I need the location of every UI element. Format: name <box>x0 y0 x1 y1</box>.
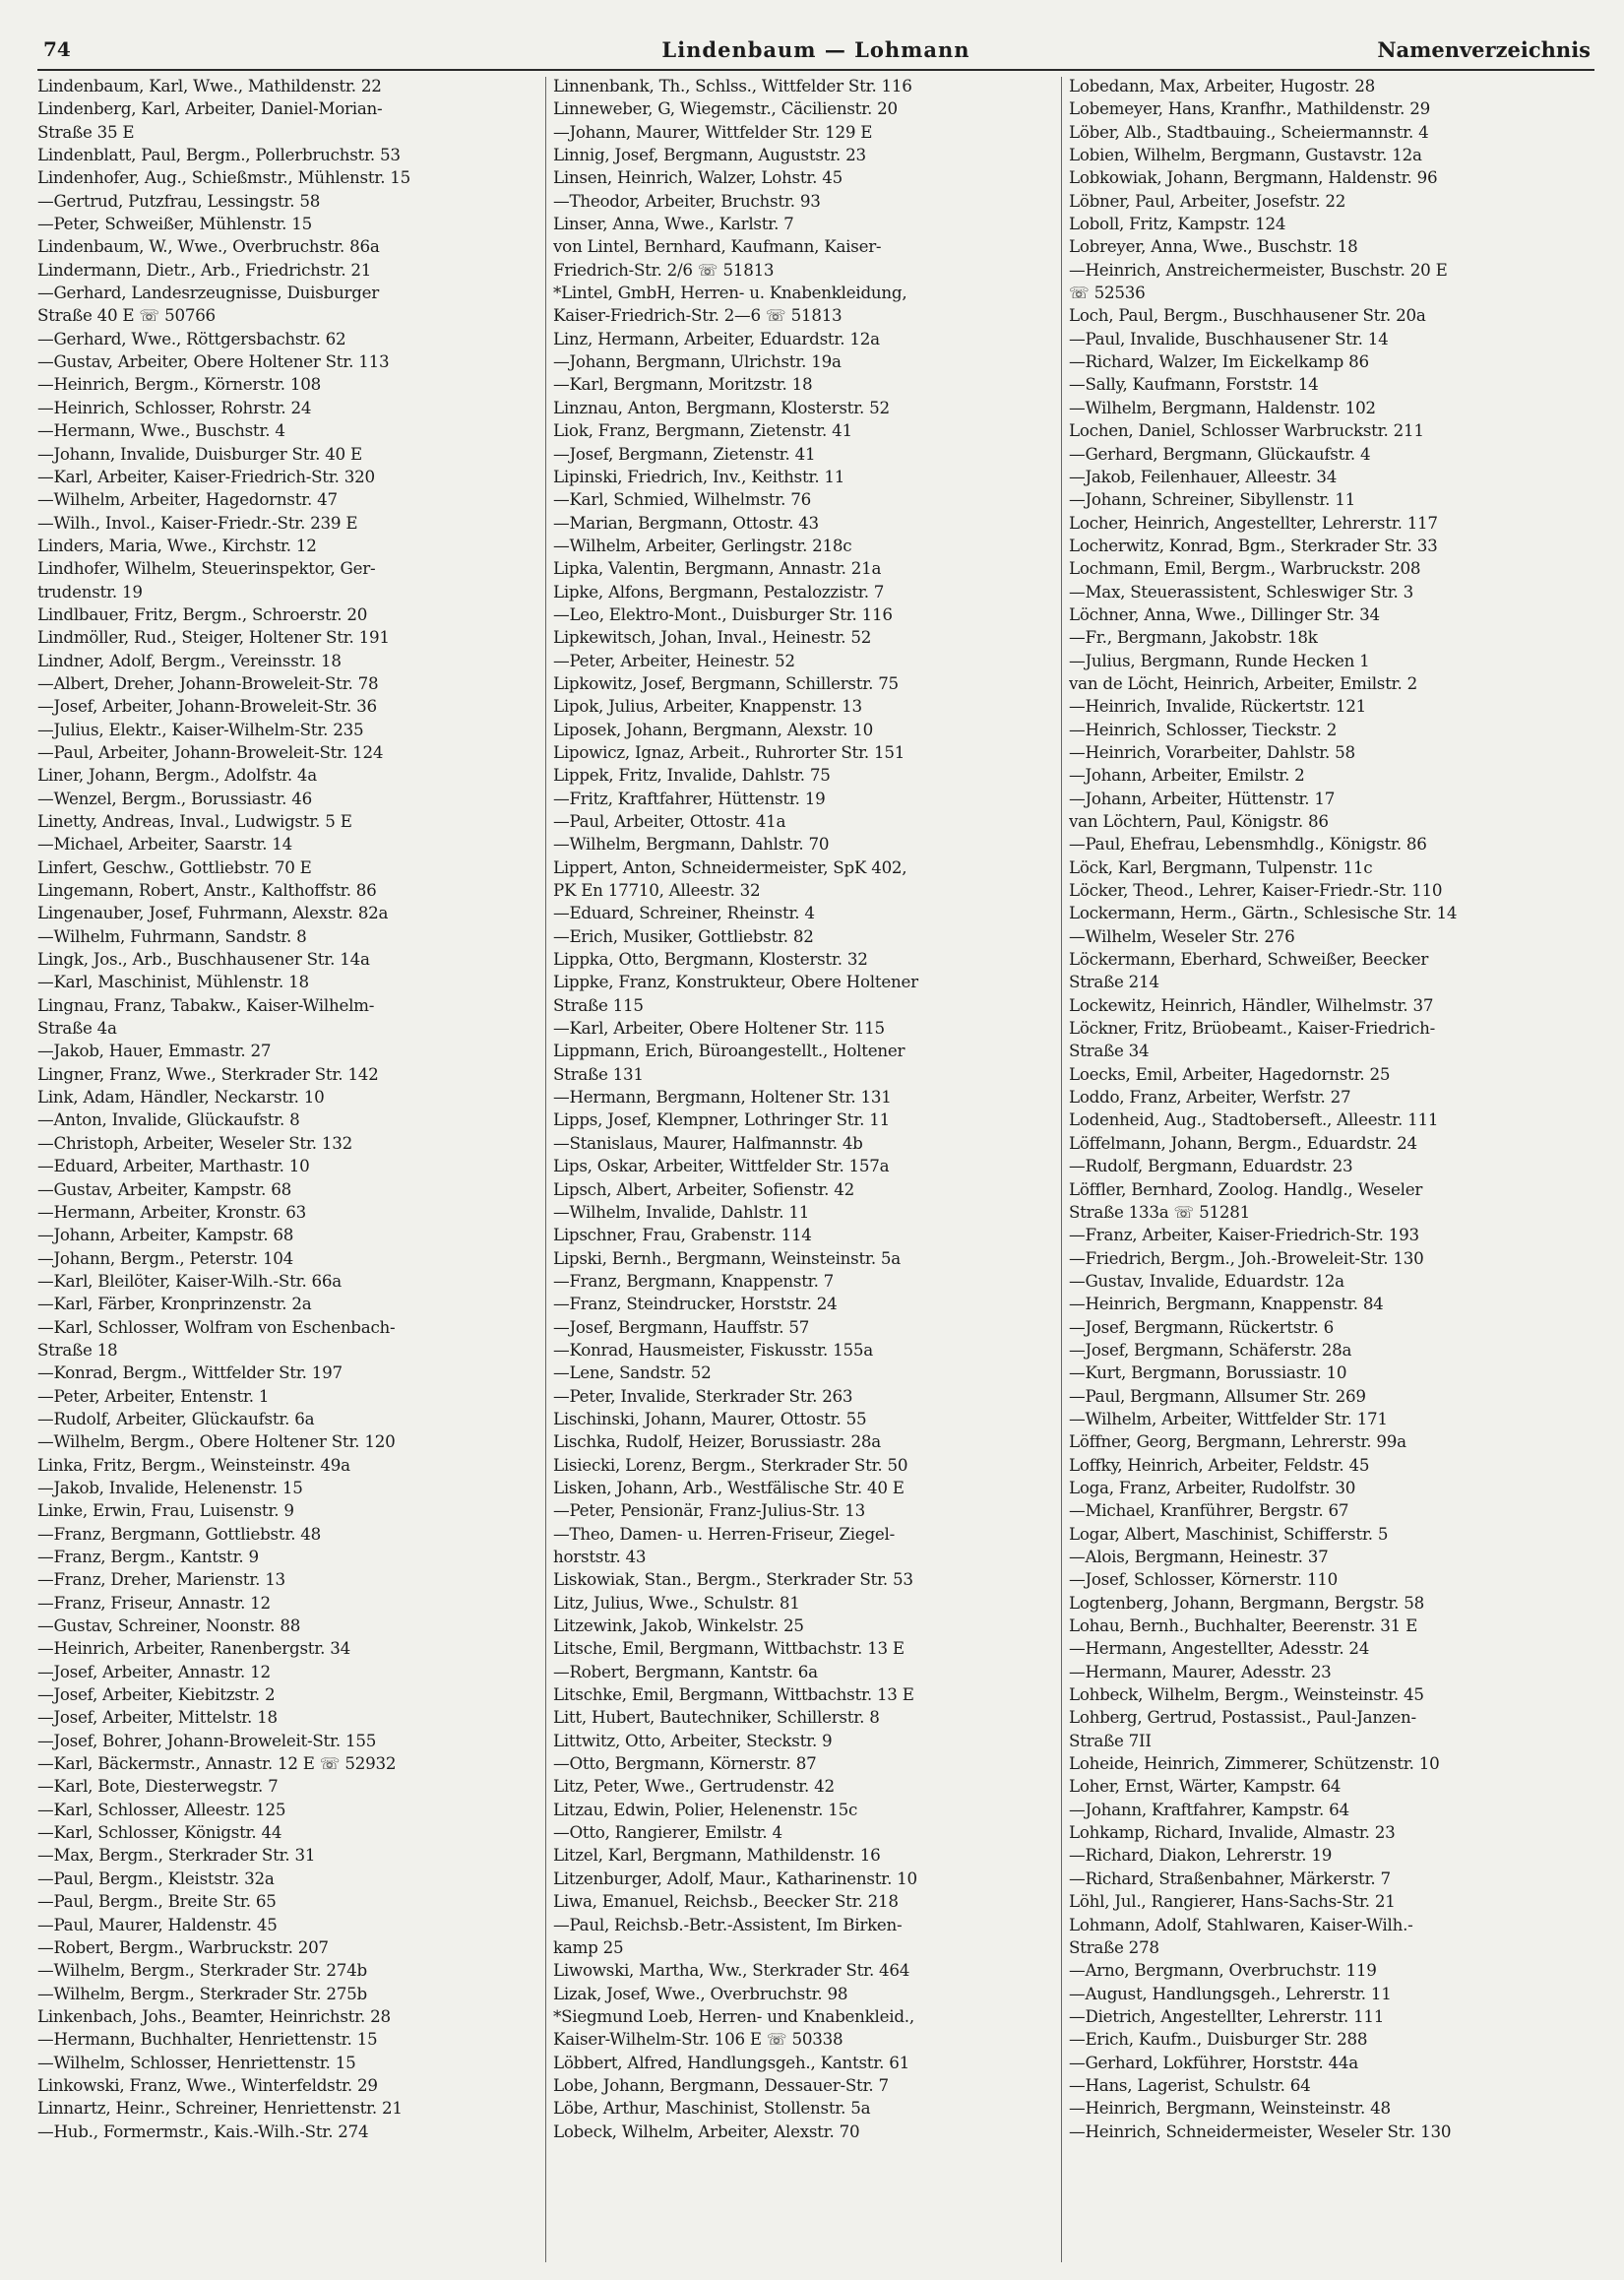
directory-entry-line: —Lene, Sandstr. 52 <box>553 1362 712 1383</box>
directory-entry-line: —Karl, Färber, Kronprinzenstr. 2a <box>37 1294 312 1314</box>
directory-entry-line: Löckermann, Eberhard, Schweißer, Beecker <box>1069 949 1429 970</box>
directory-entry-line: —Christoph, Arbeiter, Weseler Str. 132 <box>37 1132 352 1153</box>
directory-entry-line: —Johann, Kraftfahrer, Kampstr. 64 <box>1069 1799 1349 1819</box>
directory-entry-line: Loddo, Franz, Arbeiter, Werfstr. 27 <box>1069 1087 1351 1108</box>
directory-entry-line: Lodenheid, Aug., Stadtoberseft., Alleestr. 111 <box>1069 1109 1439 1130</box>
directory-entry-line: Linznau, Anton, Bergmann, Klosterstr. 52 <box>553 397 890 417</box>
directory-entry-line: —Gerhard, Lokführer, Horststr. 44a <box>1069 2052 1358 2072</box>
directory-entry-line: Litzewink, Jakob, Winkelstr. 25 <box>553 1615 804 1636</box>
directory-entry-line: —Otto, Bergmann, Körnerstr. 87 <box>553 1753 817 1774</box>
directory-entry-line: —Gerhard, Wwe., Röttgersbachstr. 62 <box>37 328 346 348</box>
directory-entry-line: Lindenblatt, Paul, Bergm., Pollerbruchstr. 53 <box>37 145 401 165</box>
directory-entry-line: Lindmöller, Rud., Steiger, Holtener Str. 191 <box>37 627 390 648</box>
directory-entry-line: —Theodor, Arbeiter, Bruchstr. 93 <box>553 190 821 211</box>
directory-entry-line: —Heinrich, Bergm., Körnerstr. 108 <box>37 374 322 395</box>
directory-entry-line: Lips, Oskar, Arbeiter, Wittfelder Str. 157a <box>553 1156 890 1176</box>
directory-entry-line: —Johann, Arbeiter, Kampstr. 68 <box>37 1225 294 1245</box>
directory-entry-line: *Lintel, GmbH, Herren- u. Knabenkleidung, <box>553 283 907 303</box>
directory-entry-line: —Max, Bergm., Sterkrader Str. 31 <box>37 1845 316 1866</box>
directory-entry-line: Logtenberg, Johann, Bergmann, Bergstr. 58 <box>1069 1592 1424 1613</box>
directory-entry-line: —Max, Steuerassistent, Schleswiger Str. 3 <box>1069 581 1413 602</box>
directory-entry-line: —Paul, Arbeiter, Ottostr. 41a <box>553 811 786 831</box>
directory-entry-line: Lobe, Johann, Bergmann, Dessauer-Str. 7 <box>553 2074 889 2095</box>
directory-entry-line: Linke, Erwin, Frau, Luisenstr. 9 <box>37 1500 294 1521</box>
directory-entry-line: —Josef, Bohrer, Johann-Broweleit-Str. 155 <box>37 1730 377 1750</box>
directory-entry-line: Litsche, Emil, Bergmann, Wittbachstr. 13 E <box>553 1638 905 1659</box>
name-range-heading: Lindenbaum — Lohmann <box>661 37 970 62</box>
directory-entry-line: Straße 133a ☏ 51281 <box>1069 1201 1251 1222</box>
directory-entry-line: Lobreyer, Anna, Wwe., Buschstr. 18 <box>1069 236 1358 257</box>
directory-entry-line: Linka, Fritz, Bergm., Weinsteinstr. 49a <box>37 1454 350 1475</box>
directory-entry-line: —Marian, Bergmann, Ottostr. 43 <box>553 512 819 533</box>
directory-entry-line: Lindhofer, Wilhelm, Steuerinspektor, Ger- <box>37 558 376 579</box>
directory-entry-line: Lochen, Daniel, Schlosser Warbruckstr. 211 <box>1069 420 1424 441</box>
directory-entry-line: von Lintel, Bernhard, Kaufmann, Kaiser- <box>553 236 882 257</box>
directory-entry-line: —Richard, Diakon, Lehrerstr. 19 <box>1069 1845 1333 1866</box>
directory-entry-line: Lindner, Adolf, Bergm., Vereinsstr. 18 <box>37 650 342 670</box>
directory-entry-line: Loboll, Fritz, Kampstr. 124 <box>1069 214 1286 234</box>
directory-entry-line: —Johann, Bergm., Peterstr. 104 <box>37 1247 294 1268</box>
directory-entry-line: —Gustav, Arbeiter, Obere Holtener Str. 113 <box>37 351 390 372</box>
directory-entry-line: —Arno, Bergmann, Overbruchstr. 119 <box>1069 1960 1377 1981</box>
directory-entry-line: —Josef, Bergmann, Rückertstr. 6 <box>1069 1316 1334 1337</box>
directory-entry-line: —Heinrich, Schlosser, Tieckstr. 2 <box>1069 719 1338 739</box>
directory-entry-line: —Paul, Bergm., Breite Str. 65 <box>37 1891 277 1912</box>
directory-entry-line: Friedrich-Str. 2/6 ☏ 51813 <box>553 259 775 280</box>
directory-page <box>37 35 1594 2262</box>
directory-entry-line: —Wilhelm, Bergm., Obere Holtener Str. 120 <box>37 1431 396 1452</box>
directory-entry-line: —Karl, Bäckermstr., Annastr. 12 E ☏ 52932 <box>37 1753 397 1774</box>
directory-entry-line: —Wilhelm, Bergm., Sterkrader Str. 275b <box>37 1983 367 2003</box>
directory-entry-line: —Wilh., Invol., Kaiser-Friedr.-Str. 239 E <box>37 512 358 533</box>
directory-entry-line: —Wilhelm, Bergmann, Dahlstr. 70 <box>553 834 830 855</box>
directory-entry-line: —Paul, Ehefrau, Lebensmhdlg., Königstr. 86 <box>1069 834 1427 855</box>
directory-entry-line: —Johann, Bergmann, Ulrichstr. 19a <box>553 351 842 372</box>
directory-entry-line: Löffelmann, Johann, Bergm., Eduardstr. 24 <box>1069 1132 1417 1153</box>
directory-entry-line: —Peter, Arbeiter, Heinestr. 52 <box>553 650 795 670</box>
directory-entry-line: —Eduard, Arbeiter, Marthastr. 10 <box>37 1156 310 1176</box>
directory-entry-line: —Peter, Schweißer, Mühlenstr. 15 <box>37 214 312 234</box>
directory-entry-line: Lindenbaum, Karl, Wwe., Mathildenstr. 22 <box>37 76 382 95</box>
directory-entry-line: —Wilhelm, Fuhrmann, Sandstr. 8 <box>37 925 307 946</box>
directory-entry-line: —Karl, Schmied, Wilhelmstr. 76 <box>553 489 811 510</box>
directory-entry-line: Litz, Julius, Wwe., Schulstr. 81 <box>553 1592 800 1613</box>
directory-entry-line: —Hermann, Wwe., Buschstr. 4 <box>37 420 285 441</box>
directory-entry-line: —Karl, Arbeiter, Kaiser-Friedrich-Str. 320 <box>37 466 375 486</box>
directory-entry-line: Logar, Albert, Maschinist, Schifferstr. 5 <box>1069 1523 1389 1544</box>
directory-entry-line: —Franz, Arbeiter, Kaiser-Friedrich-Str. 193 <box>1069 1225 1419 1245</box>
directory-entry-line: Lobedann, Max, Arbeiter, Hugostr. 28 <box>1069 76 1376 95</box>
directory-entry-line: —Rudolf, Bergmann, Eduardstr. 23 <box>1069 1156 1353 1176</box>
directory-entry-line: Lohau, Bernh., Buchhalter, Beerenstr. 31 E <box>1069 1615 1418 1636</box>
directory-entry-line: Linnig, Josef, Bergmann, Auguststr. 23 <box>553 145 866 165</box>
directory-entry-line: Löchner, Anna, Wwe., Dillinger Str. 34 <box>1069 603 1380 624</box>
directory-entry-line: —Peter, Pensionär, Franz-Julius-Str. 13 <box>553 1500 865 1521</box>
directory-entry-line: —Peter, Arbeiter, Entenstr. 1 <box>37 1385 270 1406</box>
directory-entry-line: Link, Adam, Händler, Neckarstr. 10 <box>37 1087 325 1108</box>
directory-entry-line: Loher, Ernst, Wärter, Kampstr. 64 <box>1069 1776 1342 1797</box>
directory-entry-line: —Gertrud, Putzfrau, Lessingstr. 58 <box>37 190 321 211</box>
directory-entry-line: —Heinrich, Arbeiter, Ranenbergstr. 34 <box>37 1638 350 1659</box>
directory-entry-line: Locher, Heinrich, Angestellter, Lehrerstr. 117 <box>1069 512 1438 533</box>
directory-entry-line: —Karl, Maschinist, Mühlenstr. 18 <box>37 972 309 992</box>
directory-entry-line: Löber, Alb., Stadtbauing., Scheiermannstr. 4 <box>1069 121 1429 142</box>
directory-entry-line: —Franz, Bergm., Kantstr. 9 <box>37 1547 259 1566</box>
directory-entry-line: —Anton, Invalide, Glückaufstr. 8 <box>37 1109 300 1130</box>
directory-entry-line: —Karl, Schlosser, Alleestr. 125 <box>37 1799 286 1819</box>
directory-entry-line: Straße 278 <box>1069 1936 1159 1957</box>
directory-entry-line: Lindenhofer, Aug., Schießmstr., Mühlenstr. 15 <box>37 167 411 188</box>
directory-entry-line: —Leo, Elektro-Mont., Duisburger Str. 116 <box>553 603 893 624</box>
directory-entry-line: Lindenberg, Karl, Arbeiter, Daniel-Morian- <box>37 98 383 119</box>
directory-entry-line: —Karl, Arbeiter, Obere Holtener Str. 115 <box>553 1018 885 1039</box>
directory-entry-line: Straße 214 <box>1069 972 1159 992</box>
directory-entry-line: —Wilhelm, Arbeiter, Gerlingstr. 218c <box>553 535 852 555</box>
directory-entry-line: —Wilhelm, Invalide, Dahlstr. 11 <box>553 1201 810 1222</box>
directory-entry-line: —Albert, Dreher, Johann-Broweleit-Str. 78 <box>37 672 379 693</box>
directory-entry-line: kamp 25 <box>553 1936 624 1957</box>
directory-entry-line: —Franz, Steindrucker, Horststr. 24 <box>553 1294 838 1314</box>
directory-entry-line: *Siegmund Loeb, Herren- und Knabenkleid., <box>553 2005 914 2026</box>
directory-entry-line: Lingenauber, Josef, Fuhrmann, Alexstr. 82a <box>37 903 389 923</box>
directory-entry-line: —Franz, Dreher, Marienstr. 13 <box>37 1569 285 1590</box>
directory-entry-line: Straße 131 <box>553 1063 644 1084</box>
directory-entry-line: —Heinrich, Invalide, Rückertstr. 121 <box>1069 696 1366 717</box>
directory-entry-line: Litschke, Emil, Bergmann, Wittbachstr. 13 E <box>553 1684 914 1705</box>
directory-entry-line: —Jakob, Invalide, Helenenstr. 15 <box>37 1477 303 1497</box>
directory-entry-line: —Paul, Reichsb.-Betr.-Assistent, Im Birken- <box>553 1914 903 1934</box>
directory-entry-line: Litzenburger, Adolf, Maur., Katharinenstr. 10 <box>553 1868 917 1888</box>
directory-entry-line: Lingk, Jos., Arb., Buschhausener Str. 14a <box>37 949 370 970</box>
directory-entry-line: —Gerhard, Bergmann, Glückaufstr. 4 <box>1069 443 1371 464</box>
directory-entry-line: —Otto, Rangierer, Emilstr. 4 <box>553 1822 782 1843</box>
directory-entry-line: Lisken, Johann, Arb., Westfälische Str. 40 E <box>553 1477 905 1497</box>
directory-entry-line: Lingner, Franz, Wwe., Sterkrader Str. 142 <box>37 1063 379 1084</box>
directory-entry-line: —Karl, Schlosser, Wolfram von Eschenbach- <box>37 1316 396 1337</box>
directory-entry-line: Locherwitz, Konrad, Bgm., Sterkrader Str. 33 <box>1069 535 1438 555</box>
directory-entry-line: horststr. 43 <box>553 1547 647 1566</box>
directory-entry-line: Lischinski, Johann, Maurer, Ottostr. 55 <box>553 1408 867 1428</box>
directory-entry-line: Liwowski, Martha, Ww., Sterkrader Str. 464 <box>553 1960 910 1981</box>
directory-entry-line: —Josef, Arbeiter, Kiebitzstr. 2 <box>37 1684 276 1705</box>
directory-entry-line: —Josef, Schlosser, Körnerstr. 110 <box>1069 1569 1338 1590</box>
directory-entry-line: —Gerhard, Landesrzeugnisse, Duisburger <box>37 283 379 303</box>
directory-entry-line: Löbner, Paul, Arbeiter, Josefstr. 22 <box>1069 190 1346 211</box>
directory-entry-line: —Wilhelm, Bergmann, Haldenstr. 102 <box>1069 397 1376 417</box>
directory-entry-line: —Stanislaus, Maurer, Halfmannstr. 4b <box>553 1132 863 1153</box>
directory-entry-line: —Michael, Kranführer, Bergstr. 67 <box>1069 1500 1349 1521</box>
directory-entry-line: Linkenbach, Johs., Beamter, Heinrichstr. 28 <box>37 2005 391 2026</box>
directory-entry-line: Lippert, Anton, Schneidermeister, SpK 402, <box>553 856 907 877</box>
directory-entry-line: Littwitz, Otto, Arbeiter, Steckstr. 9 <box>553 1730 833 1750</box>
directory-entry-line: —Karl, Schlosser, Königstr. 44 <box>37 1822 282 1843</box>
directory-entry-line: —Franz, Friseur, Annastr. 12 <box>37 1592 271 1613</box>
directory-entry-line: —Hub., Formermstr., Kais.-Wilh.-Str. 274 <box>37 2121 369 2141</box>
directory-entry-line: Straße 34 <box>1069 1041 1150 1061</box>
directory-entry-line: —August, Handlungsgeh., Lehrerstr. 11 <box>1069 1983 1392 2003</box>
directory-entry-line: —Fr., Bergmann, Jakobstr. 18k <box>1069 627 1318 648</box>
directory-entry-line: —Johann, Schreiner, Sibyllenstr. 11 <box>1069 489 1355 510</box>
directory-entry-line: —Friedrich, Bergm., Joh.-Broweleit-Str. 130 <box>1069 1247 1424 1268</box>
page-header <box>37 35 1594 71</box>
directory-entry-line: Lohberg, Gertrud, Postassist., Paul-Janzen- <box>1069 1707 1416 1728</box>
directory-entry-line: Litt, Hubert, Bautechniker, Schillerstr. 8 <box>553 1707 880 1728</box>
directory-entry-line: —Dietrich, Angestellter, Lehrerstr. 111 <box>1069 2005 1385 2026</box>
directory-entry-line: Lippmann, Erich, Büroangestellt., Holtener <box>553 1041 906 1061</box>
directory-entry-line: Linnartz, Heinr., Schreiner, Henriettenstr. 21 <box>37 2098 403 2119</box>
directory-entry-line: Lippek, Fritz, Invalide, Dahlstr. 75 <box>553 765 831 786</box>
directory-entry-line: —Alois, Bergmann, Heinestr. 37 <box>1069 1547 1329 1566</box>
page-number: 74 <box>43 37 71 61</box>
directory-entry-line: Lockermann, Herm., Gärtn., Schlesische Str. 14 <box>1069 903 1458 923</box>
directory-entry-line: —Hermann, Maurer, Adesstr. 23 <box>1069 1661 1332 1681</box>
directory-entry-line: Löbbert, Alfred, Handlungsgeh., Kantstr. 61 <box>553 2052 909 2072</box>
directory-entry-line: van Löchtern, Paul, Königstr. 86 <box>1069 811 1329 831</box>
directory-entry-line: Lipka, Valentin, Bergmann, Annastr. 21a <box>553 558 882 579</box>
directory-entry-line: Liner, Johann, Bergm., Adolfstr. 4a <box>37 765 317 786</box>
directory-entry-line: Litz, Peter, Wwe., Gertrudenstr. 42 <box>553 1776 835 1797</box>
directory-entry-line: Straße 115 <box>553 994 644 1015</box>
directory-entry-line: —Josef, Bergmann, Schäferstr. 28a <box>1069 1339 1352 1360</box>
directory-entry-line: —Sally, Kaufmann, Forststr. 14 <box>1069 374 1319 395</box>
directory-entry-line: —Gustav, Invalide, Eduardstr. 12a <box>1069 1270 1344 1291</box>
directory-entry-line: Lingnau, Franz, Tabakw., Kaiser-Wilhelm- <box>37 994 375 1015</box>
directory-entry-line: —Heinrich, Anstreichermeister, Buschstr. 20 E <box>1069 259 1448 280</box>
directory-entry-line: —Hans, Lagerist, Schulstr. 64 <box>1069 2074 1311 2095</box>
directory-entry-line: Kaiser-Wilhelm-Str. 106 E ☏ 50338 <box>553 2029 843 2050</box>
directory-entry-line: —Rudolf, Arbeiter, Glückaufstr. 6a <box>37 1408 315 1428</box>
directory-entry-line: Lindenbaum, W., Wwe., Overbruchstr. 86a <box>37 236 380 257</box>
directory-entry-line: Lipinski, Friedrich, Inv., Keithstr. 11 <box>553 466 845 486</box>
directory-entry-line: —Paul, Bergm., Kleiststr. 32a <box>37 1868 275 1888</box>
directory-entry-line: —Josef, Arbeiter, Johann-Broweleit-Str. 36 <box>37 696 377 717</box>
directory-entry-line: —Heinrich, Schneidermeister, Weseler Str. 130 <box>1069 2121 1452 2141</box>
directory-entry-line: Lobkowiak, Johann, Bergmann, Haldenstr. 96 <box>1069 167 1438 188</box>
directory-entry-line: —Wilhelm, Arbeiter, Hagedornstr. 47 <box>37 489 338 510</box>
directory-entry-line: Lochmann, Emil, Bergm., Warbruckstr. 208 <box>1069 558 1421 579</box>
directory-entry-line: —Wenzel, Bergm., Borussiastr. 46 <box>37 788 312 808</box>
directory-entry-line: van de Löcht, Heinrich, Arbeiter, Emilstr. 2 <box>1069 672 1417 693</box>
directory-entry-line: Loga, Franz, Arbeiter, Rudolfstr. 30 <box>1069 1477 1356 1497</box>
directory-entry-line: Lipski, Bernh., Bergmann, Weinsteinstr. 5a <box>553 1247 901 1268</box>
directory-entry-line: Löcker, Theod., Lehrer, Kaiser-Friedr.-Str. 110 <box>1069 880 1443 901</box>
directory-entry-line: —Michael, Arbeiter, Saarstr. 14 <box>37 834 293 855</box>
directory-entry-line: Lohkamp, Richard, Invalide, Almastr. 23 <box>1069 1822 1396 1843</box>
directory-entry-line: —Josef, Arbeiter, Annastr. 12 <box>37 1661 271 1681</box>
directory-entry-line: Löhl, Jul., Rangierer, Hans-Sachs-Str. 21 <box>1069 1891 1396 1912</box>
directory-entry-line: ☏ 52536 <box>1069 283 1146 303</box>
directory-entry-line: —Johann, Invalide, Duisburger Str. 40 E <box>37 443 362 464</box>
directory-entry-line: Lipsch, Albert, Arbeiter, Sofienstr. 42 <box>553 1178 854 1199</box>
directory-entry-line: Loecks, Emil, Arbeiter, Hagedornstr. 25 <box>1069 1063 1391 1084</box>
directory-entry-line: —Kurt, Bergmann, Borussiastr. 10 <box>1069 1362 1347 1383</box>
directory-entry-line: —Gustav, Arbeiter, Kampstr. 68 <box>37 1178 291 1199</box>
directory-entry-line: PK En 17710, Alleestr. 32 <box>553 880 761 901</box>
directory-entry-line: Kaiser-Friedrich-Str. 2—6 ☏ 51813 <box>553 305 843 326</box>
directory-column-1 <box>37 75 542 2262</box>
directory-entry-line: Linser, Anna, Wwe., Karlstr. 7 <box>553 214 794 234</box>
directory-entry-line: Linkowski, Franz, Wwe., Winterfeldstr. 29 <box>37 2074 378 2095</box>
directory-entry-line: —Johann, Arbeiter, Emilstr. 2 <box>1069 765 1305 786</box>
directory-entry-line: —Heinrich, Vorarbeiter, Dahlstr. 58 <box>1069 741 1355 762</box>
directory-entry-line: Lipps, Josef, Klempner, Lothringer Str. 11 <box>553 1109 890 1130</box>
directory-entry-line: Litzau, Edwin, Polier, Helenenstr. 15c <box>553 1799 858 1819</box>
directory-entry-line: —Peter, Invalide, Sterkrader Str. 263 <box>553 1385 853 1406</box>
directory-columns <box>37 75 1594 2262</box>
directory-entry-line: Linders, Maria, Wwe., Kirchstr. 12 <box>37 535 317 555</box>
directory-entry-line: —Heinrich, Bergmann, Weinsteinstr. 48 <box>1069 2098 1391 2119</box>
directory-entry-line: —Johann, Maurer, Wittfelder Str. 129 E <box>553 121 873 142</box>
directory-entry-line: Straße 4a <box>37 1018 117 1039</box>
directory-entry-line: Lipkewitsch, Johan, Inval., Heinestr. 52 <box>553 627 872 648</box>
directory-entry-line: —Franz, Bergmann, Gottliebstr. 48 <box>37 1523 322 1544</box>
directory-entry-line: —Hermann, Angestellter, Adesstr. 24 <box>1069 1638 1370 1659</box>
directory-entry-line: —Josef, Arbeiter, Mittelstr. 18 <box>37 1707 278 1728</box>
directory-entry-line: Lipschner, Frau, Grabenstr. 114 <box>553 1225 812 1245</box>
directory-entry-line: —Richard, Walzer, Im Eickelkamp 86 <box>1069 351 1369 372</box>
directory-entry-line: Loheide, Heinrich, Zimmerer, Schützenstr. 10 <box>1069 1753 1440 1774</box>
directory-entry-line: —Paul, Arbeiter, Johann-Broweleit-Str. 124 <box>37 741 384 762</box>
directory-entry-line: Lippke, Franz, Konstrukteur, Obere Holtener <box>553 972 918 992</box>
directory-entry-line: Lipok, Julius, Arbeiter, Knappenstr. 13 <box>553 696 862 717</box>
directory-entry-line: —Konrad, Hausmeister, Fiskusstr. 155a <box>553 1339 873 1360</box>
directory-entry-line: —Heinrich, Schlosser, Rohrstr. 24 <box>37 397 312 417</box>
directory-entry-line: Lohmann, Adolf, Stahlwaren, Kaiser-Wilh.- <box>1069 1914 1413 1934</box>
directory-entry-line: Straße 35 E <box>37 121 135 142</box>
directory-entry-line: Loch, Paul, Bergm., Buschhausener Str. 20a <box>1069 305 1426 326</box>
directory-entry-line: Löffler, Bernhard, Zoolog. Handlg., Weseler <box>1069 1178 1423 1199</box>
directory-entry-line: Lisiecki, Lorenz, Bergm., Sterkrader Str. 50 <box>553 1454 908 1475</box>
directory-entry-line: —Johann, Arbeiter, Hüttenstr. 17 <box>1069 788 1336 808</box>
directory-entry-line: —Jakob, Hauer, Emmastr. 27 <box>37 1041 272 1061</box>
directory-entry-line: —Julius, Elektr., Kaiser-Wilhelm-Str. 235 <box>37 719 364 739</box>
directory-entry-line: Lischka, Rudolf, Heizer, Borussiastr. 28a <box>553 1431 881 1452</box>
directory-entry-line: —Jakob, Feilenhauer, Alleestr. 34 <box>1069 466 1338 486</box>
directory-entry-line: Lipkowitz, Josef, Bergmann, Schillerstr. 75 <box>553 672 899 693</box>
directory-entry-line: —Robert, Bergm., Warbruckstr. 207 <box>37 1936 329 1957</box>
directory-entry-line: —Julius, Bergmann, Runde Hecken 1 <box>1069 650 1370 670</box>
directory-entry-line: —Fritz, Kraftfahrer, Hüttenstr. 19 <box>553 788 826 808</box>
directory-entry-line: Liwa, Emanuel, Reichsb., Beecker Str. 218 <box>553 1891 899 1912</box>
directory-entry-line: Litzel, Karl, Bergmann, Mathildenstr. 16 <box>553 1845 881 1866</box>
directory-entry-line: Lipke, Alfons, Bergmann, Pestalozzistr. 7 <box>553 581 885 602</box>
directory-entry-line: Löbe, Arthur, Maschinist, Stollenstr. 5a <box>553 2098 871 2119</box>
directory-entry-line: Liskowiak, Stan., Bergm., Sterkrader Str. 53 <box>553 1569 913 1590</box>
directory-entry-line: Lippka, Otto, Bergmann, Klosterstr. 32 <box>553 949 868 970</box>
directory-entry-line: —Wilhelm, Schlosser, Henriettenstr. 15 <box>37 2052 356 2072</box>
directory-entry-line: trudenstr. 19 <box>37 581 143 602</box>
directory-entry-line: Linnenbank, Th., Schlss., Wittfelder Str. 116 <box>553 76 912 95</box>
directory-entry-line: Loffky, Heinrich, Arbeiter, Feldstr. 45 <box>1069 1454 1370 1475</box>
directory-entry-line: —Heinrich, Bergmann, Knappenstr. 84 <box>1069 1294 1384 1314</box>
directory-entry-line: —Paul, Bergmann, Allsumer Str. 269 <box>1069 1385 1366 1406</box>
directory-entry-line: —Franz, Bergmann, Knappenstr. 7 <box>553 1270 835 1291</box>
directory-entry-line: Lipowicz, Ignaz, Arbeit., Ruhrorter Str. 151 <box>553 741 906 762</box>
directory-column-3 <box>1069 75 1574 2262</box>
directory-entry-line: Linz, Hermann, Arbeiter, Eduardstr. 12a <box>553 328 880 348</box>
directory-entry-line: Lingemann, Robert, Anstr., Kalthoffstr. 86 <box>37 880 377 901</box>
directory-entry-line: Löffner, Georg, Bergmann, Lehrerstr. 99a <box>1069 1431 1406 1452</box>
directory-entry-line: —Wilhelm, Arbeiter, Wittfelder Str. 171 <box>1069 1408 1388 1428</box>
directory-entry-line: Straße 18 <box>37 1339 118 1360</box>
directory-entry-line: —Hermann, Buchhalter, Henriettenstr. 15 <box>37 2029 378 2050</box>
directory-column-2 <box>553 75 1058 2262</box>
directory-entry-line: —Theo, Damen- u. Herren-Friseur, Ziegel- <box>553 1523 895 1544</box>
directory-entry-line: —Erich, Musiker, Gottliebstr. 82 <box>553 925 814 946</box>
directory-entry-line: —Karl, Bleilöter, Kaiser-Wilh.-Str. 66a <box>37 1270 342 1291</box>
directory-entry-line: —Wilhelm, Bergm., Sterkrader Str. 274b <box>37 1960 367 1981</box>
directory-entry-line: Linsen, Heinrich, Walzer, Lohstr. 45 <box>553 167 843 188</box>
directory-entry-line: —Konrad, Bergm., Wittfelder Str. 197 <box>37 1362 343 1383</box>
directory-entry-line: Linfert, Geschw., Gottliebstr. 70 E <box>37 856 312 877</box>
directory-entry-line: Lockewitz, Heinrich, Händler, Wilhelmstr. 37 <box>1069 994 1434 1015</box>
directory-entry-line: Lizak, Josef, Wwe., Overbruchstr. 98 <box>553 1983 848 2003</box>
directory-entry-line: Löckner, Fritz, Brüobeamt., Kaiser-Friedrich- <box>1069 1018 1435 1039</box>
directory-entry-line: —Karl, Bergmann, Moritzstr. 18 <box>553 374 813 395</box>
directory-entry-line: Lohbeck, Wilhelm, Bergm., Weinsteinstr. 45 <box>1069 1684 1424 1705</box>
directory-entry-line: Löck, Karl, Bergmann, Tulpenstr. 11c <box>1069 856 1373 877</box>
directory-entry-line: —Hermann, Arbeiter, Kronstr. 63 <box>37 1201 306 1222</box>
directory-entry-line: —Erich, Kaufm., Duisburger Str. 288 <box>1069 2029 1368 2050</box>
directory-entry-line: Lobien, Wilhelm, Bergmann, Gustavstr. 12a <box>1069 145 1422 165</box>
directory-entry-line: —Robert, Bergmann, Kantstr. 6a <box>553 1661 818 1681</box>
directory-entry-line: —Paul, Maurer, Haldenstr. 45 <box>37 1914 278 1934</box>
column-divider <box>545 77 546 2262</box>
directory-entry-line: —Josef, Bergmann, Hauffstr. 57 <box>553 1316 810 1337</box>
directory-entry-line: Lindermann, Dietr., Arb., Friedrichstr. 21 <box>37 259 372 280</box>
column-divider <box>1061 77 1062 2262</box>
directory-entry-line: Lobemeyer, Hans, Kranfhr., Mathildenstr. 29 <box>1069 98 1430 119</box>
directory-entry-line: Lindlbauer, Fritz, Bergm., Schroerstr. 20 <box>37 603 368 624</box>
directory-entry-line: —Eduard, Schreiner, Rheinstr. 4 <box>553 903 815 923</box>
directory-entry-line: —Paul, Invalide, Buschhausener Str. 14 <box>1069 328 1389 348</box>
directory-entry-line: —Wilhelm, Weseler Str. 276 <box>1069 925 1295 946</box>
directory-entry-line: Linetty, Andreas, Inval., Ludwigstr. 5 E <box>37 811 352 831</box>
directory-entry-line: Straße 7II <box>1069 1730 1152 1750</box>
directory-entry-line: —Richard, Straßenbahner, Märkerstr. 7 <box>1069 1868 1391 1888</box>
directory-entry-line: Lobeck, Wilhelm, Arbeiter, Alexstr. 70 <box>553 2121 860 2141</box>
directory-entry-line: Straße 40 E ☏ 50766 <box>37 305 216 326</box>
directory-entry-line: —Gustav, Schreiner, Noonstr. 88 <box>37 1615 301 1636</box>
directory-entry-line: —Hermann, Bergmann, Holtener Str. 131 <box>553 1087 892 1108</box>
directory-entry-line: Liposek, Johann, Bergmann, Alexstr. 10 <box>553 719 873 739</box>
directory-entry-line: Liok, Franz, Bergmann, Zietenstr. 41 <box>553 420 852 441</box>
directory-entry-line: —Josef, Bergmann, Zietenstr. 41 <box>553 443 816 464</box>
directory-entry-line: —Karl, Bote, Diesterwegstr. 7 <box>37 1776 279 1797</box>
section-title: Namenverzeichnis <box>1377 37 1591 62</box>
directory-entry-line: Linneweber, G, Wiegemstr., Cäcilienstr. 20 <box>553 98 898 119</box>
